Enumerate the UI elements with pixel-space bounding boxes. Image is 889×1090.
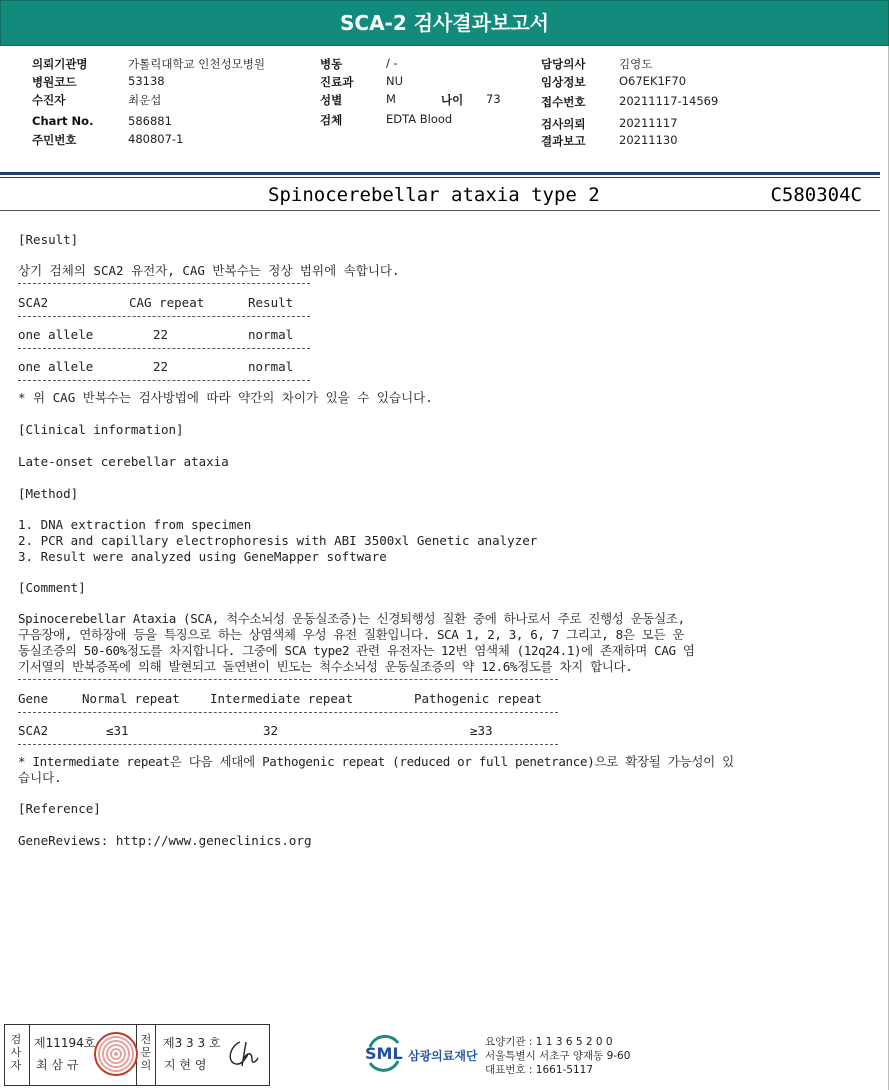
table-divider	[18, 380, 310, 381]
method-item: 1. DNA extraction from specimen	[18, 517, 252, 532]
info-label: 수진자	[32, 93, 66, 107]
info-label: 담당의사	[541, 57, 586, 71]
result-table-header: SCA2	[18, 295, 49, 310]
info-value: 가톨릭대학교 인천성모병원	[128, 57, 265, 71]
signature-divider	[155, 1024, 156, 1086]
info-value: 최운섭	[128, 93, 162, 107]
comment-heading: [Comment]	[18, 580, 86, 595]
method-heading: [Method]	[18, 486, 79, 501]
reviewer-label-char: 의	[140, 1059, 152, 1072]
comment-line: Spinocerebellar Ataxia (SCA, 척수소뇌성 운동실조증)는 신경퇴행성 질환 중에 하나로서 주로 진행성 운동실조,	[18, 611, 685, 626]
info-label: 결과보고	[541, 134, 586, 148]
repeat-table-cell: 32	[263, 723, 279, 738]
info-value: 586881	[128, 114, 172, 128]
result-sentence: 상기 검체의 SCA2 유전자, CAG 반복수는 정상 범위에 속합니다.	[18, 263, 400, 278]
title-divider	[0, 210, 880, 211]
table-divider	[18, 744, 558, 745]
info-label: 성별	[320, 93, 343, 107]
result-table-cell: one allele	[18, 359, 94, 374]
repeat-table-header: Pathogenic repeat	[414, 691, 542, 706]
info-value: 53138	[128, 74, 165, 88]
info-label: 접수번호	[541, 95, 586, 109]
info-value: O67EK1F70	[619, 74, 687, 88]
repeat-note-line: * Intermediate repeat은 다음 세대에 Pathogenic repeat (reduced or full penetrance)으로 확장될 가능성이 있	[18, 754, 734, 769]
table-divider	[18, 283, 310, 284]
repeat-note-line: 습니다.	[18, 770, 62, 785]
report-header	[0, 0, 889, 46]
info-value: / -	[386, 56, 398, 70]
repeat-table-cell: SCA2	[18, 723, 49, 738]
report-title: Spinocerebellar ataxia type 2	[268, 184, 600, 206]
clinical-heading: [Clinical information]	[18, 422, 184, 437]
method-item: 3. Result were analyzed using GeneMapper software	[18, 549, 387, 564]
reviewer-name: 지 현 영	[164, 1058, 207, 1072]
result-table-cell: normal	[248, 359, 294, 374]
reference-heading: [Reference]	[18, 801, 101, 816]
org-line: 서울특별시 서초구 양재동 9-60	[485, 1050, 631, 1062]
comment-line: 구음장애, 연하장애 등을 특징으로 하는 상염색체 우성 유전 질환입니다. SCA 1, 2, 3, 6, 7 그리고, 8은 모든 운	[18, 627, 685, 642]
info-value: 김영도	[619, 57, 653, 71]
reference-text: GeneReviews: http://www.geneclinics.org	[18, 833, 312, 848]
sml-logo-text: SML	[365, 1044, 403, 1063]
repeat-table-header: Gene	[18, 691, 49, 706]
info-label: 주민번호	[32, 133, 77, 147]
org-name: 삼광의료재단	[408, 1049, 478, 1063]
info-value: M	[386, 92, 396, 106]
reviewer-license: 제3 3 3 호	[163, 1036, 221, 1050]
repeat-table-cell: ≤31	[106, 723, 129, 738]
divider-thick	[0, 172, 880, 175]
signature-icon	[222, 1036, 262, 1072]
seal-stamp-icon	[94, 1032, 138, 1076]
clinical-text: Late-onset cerebellar ataxia	[18, 454, 229, 469]
report-header-title: SCA-2 검사결과보고서	[340, 11, 549, 35]
examiner-license: 제11194호	[34, 1036, 96, 1050]
info-value: 20211117-14569	[619, 94, 719, 108]
comment-line: 동실조증의 50-60%정도를 차지합니다. 그중에 SCA type2 관련 유전자는 12번 염색체 (12q24.1)에 존재하며 CAG 염	[18, 643, 695, 658]
table-divider	[18, 712, 558, 713]
comment-line: 기서열의 반복증폭에 의해 발현되고 돌연변이 빈도는 척수소뇌성 운동실조증의 약 12.6%정도를 차지 합니다.	[18, 659, 633, 674]
result-table-cell: one allele	[18, 327, 94, 342]
result-table-cell: 22	[153, 327, 169, 342]
table-divider	[18, 348, 310, 349]
info-label: 검사의뢰	[541, 117, 586, 131]
result-table-header: Result	[248, 295, 294, 310]
info-value: NU	[386, 74, 404, 88]
reviewer-label-char: 전	[140, 1033, 152, 1046]
repeat-table-header: Intermediate repeat	[210, 691, 353, 706]
report-code: C580304C	[770, 184, 862, 206]
divider-thin	[0, 177, 880, 178]
result-table-cell: normal	[248, 327, 294, 342]
repeat-table-cell: ≥33	[470, 723, 493, 738]
repeat-table-header: Normal repeat	[82, 691, 180, 706]
info-value: EDTA Blood	[386, 112, 453, 126]
report-title-row	[0, 182, 880, 212]
result-heading: [Result]	[18, 232, 79, 247]
examiner-label-char: 자	[10, 1059, 22, 1072]
signature-divider	[29, 1024, 30, 1086]
org-line: 요양기관 : 1 1 3 6 5 2 0 0	[485, 1036, 613, 1048]
examiner-name: 최 삼 규	[36, 1058, 79, 1072]
info-value: 20211130	[619, 133, 678, 147]
patient-info-panel	[0, 56, 889, 156]
examiner-label-char: 사	[10, 1046, 22, 1059]
info-label: 의뢰기관명	[32, 57, 88, 71]
info-label: 병동	[320, 57, 343, 71]
info-value-age: 73	[486, 92, 501, 106]
table-divider	[18, 316, 310, 317]
info-label: 검체	[320, 113, 343, 127]
examiner-label-char: 검	[10, 1033, 22, 1046]
info-label: 임상정보	[541, 75, 586, 89]
info-value: 480807-1	[128, 132, 184, 146]
org-line: 대표번호 : 1661-5117	[485, 1064, 594, 1076]
info-value: 20211117	[619, 116, 678, 130]
info-label: 병원코드	[32, 75, 77, 89]
result-table-cell: 22	[153, 359, 169, 374]
method-item: 2. PCR and capillary electrophoresis with ABI 3500xl Genetic analyzer	[18, 533, 538, 548]
info-label: 진료과	[320, 75, 354, 89]
table-divider	[18, 679, 558, 680]
info-label-age: 나이	[441, 93, 464, 107]
result-note: * 위 CAG 반복수는 검사방법에 따라 약간의 차이가 있을 수 있습니다.	[18, 390, 433, 405]
result-table-header: CAG repeat	[129, 295, 205, 310]
info-label: Chart No.	[32, 114, 94, 128]
reviewer-label-char: 문	[140, 1046, 152, 1059]
